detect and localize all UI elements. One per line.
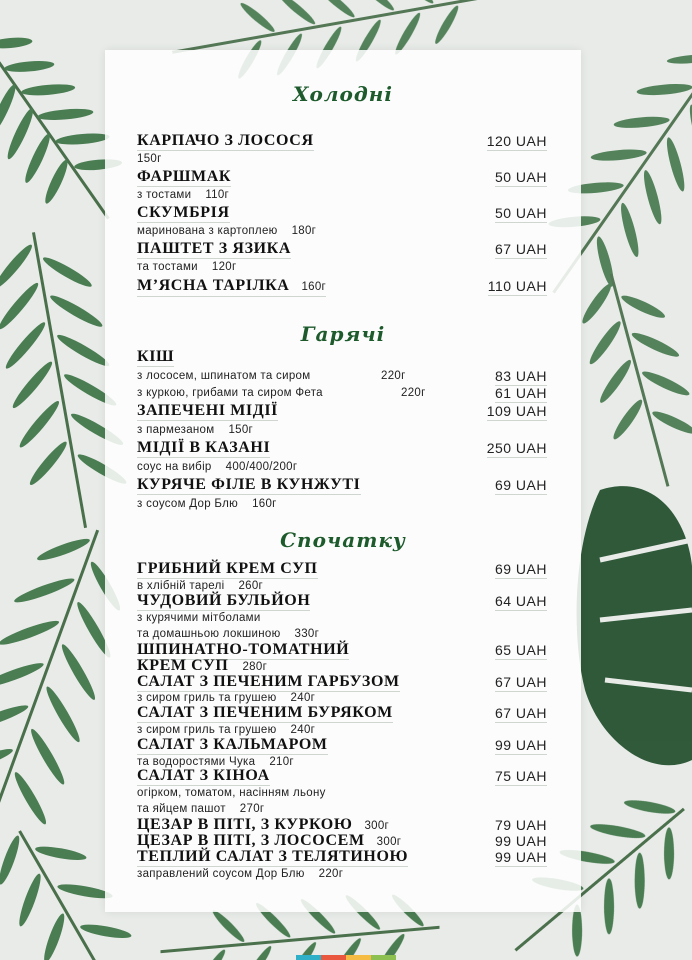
item-name: ШПИНАТНО-ТОМАТНИЙ xyxy=(137,641,350,658)
item-desc: з тостами 110г xyxy=(137,189,230,201)
menu-item xyxy=(137,673,547,691)
item-desc: з курячими мітболами xyxy=(137,612,261,624)
menu-item xyxy=(137,476,547,494)
item-desc: та тостами 120г xyxy=(137,261,237,273)
item-price: 61 UAH xyxy=(494,385,547,401)
item-name: ПАШТЕТ З ЯЗИКА xyxy=(137,240,292,257)
color-strip-2 xyxy=(321,955,346,960)
item-name: ФАРШМАК xyxy=(137,168,232,185)
item-price: 67 UAH xyxy=(494,705,547,721)
item-name: СКУМБРІЯ xyxy=(137,204,230,221)
item-desc: з пармезаном 150г xyxy=(137,424,254,436)
item-desc: соус на вибір 400/400/200г xyxy=(137,461,298,473)
item-price: 99 UAH xyxy=(494,833,547,849)
item-name: САЛАТ З КАЛЬМАРОМ xyxy=(137,736,328,753)
item-desc: з сиром гриль та грушею 240г xyxy=(137,724,316,736)
color-strip-1 xyxy=(296,955,321,960)
item-name: ЦЕЗАР В ПІТІ, З ЛОСОСЕМ 300г xyxy=(137,832,402,849)
item-desc: огірком, томатом, насінням льону xyxy=(137,787,326,799)
section-title-starters: Спочатку xyxy=(280,528,406,552)
item-price: 75 UAH xyxy=(494,768,547,784)
item-name: МІДІЇ В КАЗАНІ xyxy=(137,439,271,456)
item-name: КУРЯЧЕ ФІЛЕ В КУНЖУТІ xyxy=(137,476,361,493)
menu-item xyxy=(137,204,547,222)
menu-item xyxy=(137,736,547,754)
item-price: 67 UAH xyxy=(494,241,547,257)
menu-item xyxy=(137,704,547,722)
item-price: 65 UAH xyxy=(494,642,547,658)
menu-item xyxy=(137,240,547,258)
item-price: 110 UAH xyxy=(487,278,547,294)
item-desc: маринована з картоплею 180г xyxy=(137,225,317,237)
item-desc: з лососем, шпинатом та сиром 220г 83 UAH xyxy=(137,368,547,384)
section-title-cold: Холодні xyxy=(293,82,393,106)
menu-item xyxy=(137,277,547,295)
item-name: ГРИБНИЙ КРЕМ СУП xyxy=(137,560,318,577)
item-price: 50 UAH xyxy=(494,205,547,221)
menu-item xyxy=(137,560,547,578)
item-name: САЛАТ З КІНОА xyxy=(137,767,270,784)
item-price: 67 UAH xyxy=(494,674,547,690)
item-desc: та яйцем пашот 270г xyxy=(137,803,265,815)
color-strip-3 xyxy=(346,955,371,960)
item-name: КІШ xyxy=(137,348,175,365)
item-price: 79 UAH xyxy=(494,817,547,833)
item-name: САЛАТ З ПЕЧЕНИМ БУРЯКОМ xyxy=(137,704,393,721)
item-name: ЦЕЗАР В ПІТІ, З КУРКОЮ 300г xyxy=(137,816,390,833)
item-desc: та домашньою локшиною 330г xyxy=(137,628,320,640)
item-price: 50 UAH xyxy=(494,169,547,185)
item-price: 99 UAH xyxy=(494,849,547,865)
item-price: 69 UAH xyxy=(494,477,547,493)
item-desc: з сиром гриль та грушею 240г xyxy=(137,692,316,704)
menu-item xyxy=(137,402,547,420)
item-name: САЛАТ З ПЕЧЕНИМ ГАРБУЗОМ xyxy=(137,673,400,690)
item-desc: 150г xyxy=(137,153,162,165)
color-strip-4 xyxy=(371,955,396,960)
item-desc: в хлібній тарелі 260г xyxy=(137,580,264,592)
menu-item xyxy=(137,767,547,785)
item-price: 69 UAH xyxy=(494,561,547,577)
menu-item xyxy=(137,348,547,366)
item-price: 83 UAH xyxy=(494,368,547,384)
item-name: М’ЯСНА ТАРІЛКА 160г xyxy=(137,277,326,297)
item-price: 120 UAH xyxy=(486,133,547,149)
item-desc: та водоростями Чука 210г xyxy=(137,756,294,768)
item-name: КАРПАЧО З ЛОСОСЯ xyxy=(137,132,314,149)
menu-item xyxy=(137,592,547,610)
menu-item xyxy=(137,439,547,457)
item-price: 109 UAH xyxy=(486,403,547,419)
menu-item xyxy=(137,168,547,186)
item-price: 250 UAH xyxy=(486,440,547,456)
item-name: ЧУДОВИЙ БУЛЬЙОН xyxy=(137,592,311,609)
section-title-hot: Гарячі xyxy=(300,322,386,346)
menu-item xyxy=(137,132,547,150)
item-name: ТЕПЛИЙ САЛАТ З ТЕЛЯТИНОЮ xyxy=(137,848,409,865)
item-price: 64 UAH xyxy=(494,593,547,609)
menu-item xyxy=(137,848,547,866)
item-desc: КРЕМ СУП 280г xyxy=(137,657,268,674)
item-price: 99 UAH xyxy=(494,737,547,753)
item-desc: з соусом Дор Блю 160г xyxy=(137,498,277,510)
item-desc: з куркою, грибами та сиром Фета 220г 61 UAH xyxy=(137,385,547,401)
item-desc: заправлений соусом Дор Блю 220г xyxy=(137,868,344,880)
item-name: ЗАПЕЧЕНІ МІДІЇ xyxy=(137,402,278,419)
